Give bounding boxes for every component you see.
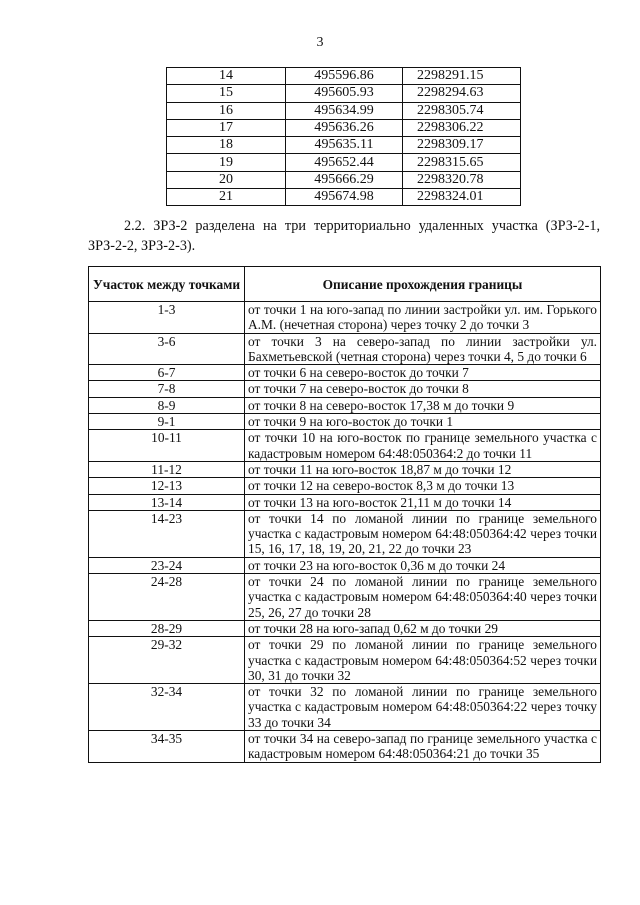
table-row [89, 365, 601, 381]
description-cell: от точки 23 на юго-восток 0,36 м до точки 24 [245, 557, 601, 573]
description-cell: от точки 28 на юго-запад 0,62 м до точки 29 [245, 620, 601, 636]
y-coordinate-cell: 2298305.74 [403, 102, 521, 119]
table-row [167, 189, 521, 206]
y-coordinate-cell: 2298291.15 [403, 68, 521, 85]
table-row [89, 731, 601, 763]
segment-cell: 23-24 [89, 557, 245, 573]
x-coordinate-cell: 495666.29 [286, 171, 403, 188]
segment-cell: 13-14 [89, 494, 245, 510]
segment-cell: 34-35 [89, 731, 245, 763]
table-row [167, 102, 521, 119]
segment-cell: 7-8 [89, 381, 245, 397]
table-row [89, 414, 601, 430]
description-cell: от точки 34 на северо-запад по границе земельного участка с кадастровым номером 64:48:050364:21 до точки 35 [245, 731, 601, 763]
point-number-cell: 21 [167, 189, 286, 206]
table-row [89, 620, 601, 636]
table-row [89, 510, 601, 557]
table-row [89, 557, 601, 573]
table-row [89, 381, 601, 397]
y-coordinate-cell: 2298320.78 [403, 171, 521, 188]
point-number-cell: 16 [167, 102, 286, 119]
segment-cell: 24-28 [89, 574, 245, 621]
segment-cell: 1-3 [89, 302, 245, 334]
table-row [167, 68, 521, 85]
segment-cell: 28-29 [89, 620, 245, 636]
description-cell: от точки 8 на северо-восток 17,38 м до точки 9 [245, 397, 601, 413]
point-number-cell: 19 [167, 154, 286, 171]
table-row [167, 154, 521, 171]
table-row [167, 137, 521, 154]
description-column-header: Описание прохождения границы [245, 267, 601, 302]
segment-cell: 29-32 [89, 637, 245, 684]
x-coordinate-cell: 495636.26 [286, 119, 403, 136]
segment-cell: 8-9 [89, 397, 245, 413]
point-number-cell: 18 [167, 137, 286, 154]
description-cell: от точки 7 на северо-восток до точки 8 [245, 381, 601, 397]
point-number-cell: 15 [167, 85, 286, 102]
segment-cell: 14-23 [89, 510, 245, 557]
x-coordinate-cell: 495635.11 [286, 137, 403, 154]
description-cell: от точки 10 на юго-восток по границе земельного участка с кадастровым номером 64:48:050364:2 до точки 11 [245, 430, 601, 462]
segment-cell: 32-34 [89, 684, 245, 731]
page-number: 3 [316, 35, 324, 50]
table-row [89, 574, 601, 621]
description-cell: от точки 12 на северо-восток 8,3 м до точки 13 [245, 478, 601, 494]
point-number-cell: 17 [167, 119, 286, 136]
description-cell: от точки 32 по ломаной линии по границе земельного участка с кадастровым номером 64:48:050364:22 через точку 33 до точки 34 [245, 684, 601, 731]
table-row [89, 494, 601, 510]
description-cell: от точки 6 на северо-восток до точки 7 [245, 365, 601, 381]
point-number-cell: 14 [167, 68, 286, 85]
description-cell: от точки 3 на северо-запад по линии застройки ул. Бахметьевской (четная сторона) через точки 4, 5 до точки 6 [245, 333, 601, 365]
table-row [89, 461, 601, 477]
boundary-description-table [88, 266, 601, 763]
table-row [167, 171, 521, 188]
table-row [89, 684, 601, 731]
description-cell: от точки 24 по ломаной линии по границе земельного участка с кадастровым номером 64:48:050364:40 через точки 25, 26, 27 до точки 28 [245, 574, 601, 621]
coordinates-table [166, 67, 521, 206]
table-header-row [89, 267, 601, 302]
y-coordinate-cell: 2298315.65 [403, 154, 521, 171]
point-number-cell: 20 [167, 171, 286, 188]
table-row [89, 333, 601, 365]
description-cell: от точки 9 на юго-восток до точки 1 [245, 414, 601, 430]
table-row [89, 430, 601, 462]
segment-column-header: Участок между точками [89, 267, 245, 302]
y-coordinate-cell: 2298294.63 [403, 85, 521, 102]
segment-cell: 11-12 [89, 461, 245, 477]
table-row [89, 397, 601, 413]
y-coordinate-cell: 2298309.17 [403, 137, 521, 154]
description-cell: от точки 1 на юго-запад по линии застройки ул. им. Горького А.М. (нечетная сторона) через точку 2 до точки 3 [245, 302, 601, 334]
section-paragraph: 2.2. ЗРЗ-2 разделена на три территориально удаленных участка (ЗРЗ-2-1, ЗРЗ-2-2, ЗРЗ-2-3). [88, 218, 600, 254]
table-row [89, 637, 601, 684]
table-row [89, 302, 601, 334]
segment-cell: 12-13 [89, 478, 245, 494]
segment-cell: 3-6 [89, 333, 245, 365]
x-coordinate-cell: 495652.44 [286, 154, 403, 171]
table-row [89, 478, 601, 494]
table-row [167, 119, 521, 136]
y-coordinate-cell: 2298324.01 [403, 189, 521, 206]
description-cell: от точки 13 на юго-восток 21,11 м до точки 14 [245, 494, 601, 510]
x-coordinate-cell: 495605.93 [286, 85, 403, 102]
table-row [167, 85, 521, 102]
x-coordinate-cell: 495634.99 [286, 102, 403, 119]
segment-cell: 6-7 [89, 365, 245, 381]
description-cell: от точки 29 по ломаной линии по границе земельного участка с кадастровым номером 64:48:050364:52 через точки 30, 31 до точки 32 [245, 637, 601, 684]
description-cell: от точки 14 по ломаной линии по границе земельного участка с кадастровым номером 64:48:050364:42 через точки 15, 16, 17, 18, 19, 20, 21, 22 до точки 23 [245, 510, 601, 557]
segment-cell: 10-11 [89, 430, 245, 462]
description-cell: от точки 11 на юго-восток 18,87 м до точки 12 [245, 461, 601, 477]
y-coordinate-cell: 2298306.22 [403, 119, 521, 136]
x-coordinate-cell: 495596.86 [286, 68, 403, 85]
segment-cell: 9-1 [89, 414, 245, 430]
x-coordinate-cell: 495674.98 [286, 189, 403, 206]
